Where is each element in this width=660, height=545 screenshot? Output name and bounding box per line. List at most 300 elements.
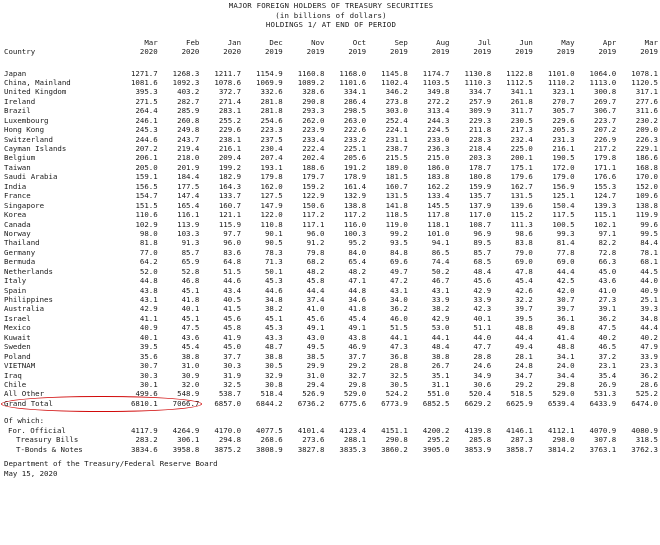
table-row (4, 333, 658, 342)
country-name: Israel (4, 313, 31, 323)
holding-value: 3814.2 (547, 444, 575, 454)
holding-value: 222.6 (343, 125, 367, 135)
holding-value: 1120.5 (631, 77, 658, 87)
holding-value: 29.4 (306, 379, 325, 389)
holding-value: 159.2 (302, 181, 325, 191)
of-which-item-row (4, 426, 658, 435)
holding-value: 334.7 (468, 87, 492, 97)
date-line: May 15, 2020 (4, 468, 58, 478)
holding-value: 44.0 (640, 276, 658, 286)
holding-value: 160.7 (385, 181, 408, 191)
holding-value: 1069.9 (256, 77, 283, 87)
source-line: Department of the Treasury/Federal Reserve Board (4, 459, 218, 468)
holding-value: 6773.9 (381, 398, 408, 408)
holding-value: 46.7 (431, 276, 450, 286)
holding-value: 268.6 (260, 435, 283, 445)
holding-value: 6629.2 (464, 398, 492, 408)
holding-value: 90.1 (264, 228, 283, 238)
table-row (4, 201, 658, 210)
holding-value: 184.4 (177, 172, 200, 182)
holding-value: 228.3 (468, 134, 492, 144)
holding-value: 1168.0 (339, 68, 367, 78)
holding-value: 39.5 (515, 313, 533, 323)
holding-value: 84.8 (390, 247, 408, 257)
holding-value: 223.3 (260, 125, 283, 135)
holding-value: 3808.9 (256, 444, 283, 454)
holding-value: 52.8 (181, 266, 200, 276)
holding-value: 49.5 (306, 342, 325, 352)
holding-value: 6775.6 (339, 398, 367, 408)
holding-value: 36.1 (556, 313, 575, 323)
table-row (4, 87, 658, 96)
holding-value: 39.5 (139, 342, 158, 352)
holding-value: 270.7 (552, 96, 575, 106)
holding-value: 7066.7 (172, 398, 200, 408)
country-name: China, Mainland (4, 77, 71, 87)
holding-value: 84.4 (640, 238, 658, 248)
holding-value: 43.0 (306, 332, 325, 342)
holding-value: 48.8 (556, 342, 575, 352)
holding-value: 36.2 (390, 304, 408, 314)
holding-value: 78.1 (640, 247, 658, 257)
holding-value: 538.7 (218, 389, 242, 399)
holding-value: 179.7 (302, 172, 325, 182)
holding-value: 24.8 (515, 361, 533, 371)
holding-value: 79.0 (515, 247, 533, 257)
holding-value: 43.6 (598, 276, 617, 286)
holding-value: 85.7 (473, 247, 492, 257)
holding-value: 332.6 (260, 87, 283, 97)
holding-value: 33.9 (640, 351, 658, 361)
holding-value: 28.8 (473, 351, 492, 361)
holding-value: 6736.2 (297, 398, 325, 408)
holding-value: 133.7 (218, 191, 242, 201)
holding-value: 209.0 (635, 125, 658, 135)
holding-value: 111.3 (510, 219, 533, 229)
holding-value: 311.6 (635, 106, 658, 116)
holding-value: 1103.5 (422, 77, 450, 87)
holding-value: 231.1 (385, 134, 408, 144)
holding-value: 79.8 (306, 247, 325, 257)
holding-value: 152.0 (635, 181, 658, 191)
holding-value: 138.8 (343, 200, 367, 210)
country-name: Iraq (4, 370, 22, 380)
holding-value: 131.5 (385, 191, 408, 201)
table-row (4, 106, 658, 115)
holding-value: 39.7 (515, 304, 533, 314)
holding-value: 40.1 (181, 304, 200, 314)
holding-value: 44.4 (306, 285, 325, 295)
holding-value: 229.1 (635, 144, 658, 154)
table-row (4, 220, 658, 229)
holding-value: 151.5 (135, 200, 158, 210)
holding-value: 29.8 (556, 379, 575, 389)
holding-value: 78.3 (264, 247, 283, 257)
holding-value: 37.4 (306, 295, 325, 305)
holding-value: 254.6 (260, 115, 283, 125)
country-name: Thailand (4, 238, 40, 248)
holding-value: 38.2 (264, 304, 283, 314)
column-year: 2019 (306, 47, 325, 57)
holding-value: 31.0 (181, 361, 200, 371)
holding-value: 285.8 (468, 435, 492, 445)
country-name: Chile (4, 379, 27, 389)
holding-value: 48.7 (264, 342, 283, 352)
column-year: 2019 (348, 47, 367, 57)
holding-value: 116.1 (177, 210, 200, 220)
holding-value: 3860.2 (381, 444, 408, 454)
holding-value: 147.9 (260, 200, 283, 210)
holding-value: 32.7 (348, 370, 367, 380)
column-month: May (561, 37, 575, 47)
holding-value: 36.8 (390, 351, 408, 361)
holding-value: 38.2 (431, 304, 450, 314)
holding-value: 199.2 (218, 162, 242, 172)
holding-value: 44.8 (139, 276, 158, 286)
holding-value: 74.4 (431, 257, 450, 267)
holding-value: 72.8 (598, 247, 617, 257)
table-row (4, 229, 658, 238)
report-title: MAJOR FOREIGN HOLDERS OF TREASURY SECURITIES (228, 1, 434, 10)
holding-value: 137.9 (468, 200, 492, 210)
country-name: Switzerland (4, 134, 53, 144)
country-name: France (4, 191, 31, 201)
holding-value: 271.5 (135, 96, 158, 106)
holding-value: 29.9 (306, 361, 325, 371)
holding-value: 6474.0 (631, 398, 658, 408)
country-name: United Kingdom (4, 87, 67, 97)
holding-value: 66.3 (598, 257, 617, 267)
holding-value: 41.8 (348, 304, 367, 314)
holding-value: 44.8 (348, 285, 367, 295)
holding-value: 139.3 (594, 200, 617, 210)
holding-value: 41.0 (306, 304, 325, 314)
holding-value: 4200.2 (422, 425, 450, 435)
holding-value: 236.3 (427, 144, 450, 154)
holding-value: 43.8 (139, 285, 158, 295)
holding-value: 300.8 (594, 87, 617, 97)
holding-value: 91.2 (306, 238, 325, 248)
holding-value: 43.4 (223, 285, 242, 295)
country-name: Ireland (4, 96, 36, 106)
holding-value: 50.1 (264, 266, 283, 276)
holding-value: 272.2 (427, 96, 450, 106)
holding-value: 131.5 (510, 191, 533, 201)
holding-value: 233.0 (427, 134, 450, 144)
holding-value: 46.0 (390, 313, 408, 323)
holding-value: 162.2 (427, 181, 450, 191)
holding-value: 6539.4 (547, 398, 575, 408)
country-name: Belgium (4, 153, 36, 163)
holding-value: 91.3 (181, 238, 200, 248)
holding-value: 188.6 (302, 162, 325, 172)
holding-value: 83.6 (223, 247, 242, 257)
holding-value: 283.1 (218, 106, 242, 116)
holding-value: 115.9 (218, 219, 242, 229)
holding-value: 318.5 (635, 435, 658, 445)
holding-value: 98.0 (139, 228, 158, 238)
holding-value: 86.5 (431, 247, 450, 257)
holding-value: 45.8 (306, 276, 325, 286)
holding-value: 395.3 (135, 87, 158, 97)
column-year: 2020 (181, 47, 200, 57)
holding-value: 84.0 (348, 247, 367, 257)
table-row (4, 238, 658, 247)
column-month: Aug (436, 37, 450, 47)
holding-value: 47.1 (348, 276, 367, 286)
holding-value: 69.6 (390, 257, 408, 267)
table-row (4, 153, 658, 162)
holding-value: 287.3 (510, 435, 533, 445)
holding-value: 64.2 (139, 257, 158, 267)
holding-value: 155.3 (594, 181, 617, 191)
table-row (4, 352, 658, 361)
country-name: Taiwan (4, 162, 31, 172)
holding-value: 215.0 (427, 153, 450, 163)
holding-value: 162.7 (510, 181, 533, 191)
holding-value: 218.4 (468, 144, 492, 154)
table-row (4, 78, 658, 87)
country-name: Norway (4, 228, 31, 238)
holding-value: 328.6 (302, 87, 325, 97)
holding-value: 42.5 (556, 276, 575, 286)
column-year: 2019 (598, 47, 617, 57)
country-name: Spain (4, 285, 27, 295)
report-subtitle: (in billions of dollars) (275, 10, 387, 20)
holding-value: 33.9 (431, 295, 450, 305)
holding-value: 89.5 (473, 238, 492, 248)
holding-value: 179.8 (260, 172, 283, 182)
holding-value: 294.8 (218, 435, 242, 445)
holding-value: 90.5 (264, 238, 283, 248)
country-name: Luxembourg (4, 115, 49, 125)
report-period: HOLDINGS 1/ AT END OF PERIOD (265, 20, 397, 29)
holding-value: 311.7 (510, 106, 533, 116)
column-month: Apr (602, 37, 617, 47)
holding-value: 99.5 (640, 228, 658, 238)
holding-value: 224.5 (427, 125, 450, 135)
holding-value: 309.9 (468, 106, 492, 116)
holding-value: 225.0 (510, 144, 533, 154)
holding-value: 6625.9 (506, 398, 533, 408)
holding-value: 403.2 (177, 87, 200, 97)
table-row (4, 116, 658, 125)
holding-value: 233.4 (302, 134, 325, 144)
column-year: 2019 (264, 47, 283, 57)
table-row (4, 144, 658, 153)
holding-value: 159.1 (135, 172, 158, 182)
holding-value: 346.2 (385, 87, 408, 97)
holding-value: 23.3 (640, 361, 658, 371)
holding-value: 43.1 (139, 295, 158, 305)
holding-value: 216.1 (218, 144, 242, 154)
holding-value: 101.0 (427, 228, 450, 238)
holding-value: 1101.6 (339, 77, 367, 87)
holding-value: 4146.1 (506, 425, 533, 435)
holding-value: 211.8 (468, 125, 492, 135)
column-year: 2019 (431, 47, 450, 57)
holding-value: 298.0 (552, 435, 575, 445)
holding-value: 154.7 (135, 191, 158, 201)
holding-value: 38.8 (264, 351, 283, 361)
holding-value: 45.0 (598, 266, 617, 276)
holding-value: 1271.7 (130, 68, 158, 78)
holding-value: 49.1 (306, 323, 325, 333)
column-year: 2020 (139, 47, 158, 57)
holding-value: 132.9 (343, 191, 367, 201)
column-month: Nov (311, 37, 325, 47)
holding-value: 139.6 (510, 200, 533, 210)
holding-value: 281.8 (260, 106, 283, 116)
holding-value: 45.6 (306, 313, 325, 323)
holding-value: 40.2 (640, 332, 658, 342)
holding-value: 29.2 (348, 361, 367, 371)
table-row (4, 163, 658, 172)
holding-value: 34.8 (264, 295, 283, 305)
holding-value: 44.5 (640, 266, 658, 276)
holding-value: 39.1 (598, 304, 617, 314)
holding-value: 44.4 (515, 332, 533, 342)
holding-value: 45.4 (181, 342, 200, 352)
holding-value: 260.8 (177, 115, 200, 125)
holding-value: 47.3 (390, 342, 408, 352)
table-row (4, 286, 658, 295)
holding-value: 3875.2 (214, 444, 242, 454)
holding-value: 286.4 (343, 96, 367, 106)
of-which-row (4, 416, 658, 425)
country-name: Netherlands (4, 266, 53, 276)
column-year: 2019 (473, 47, 492, 57)
holding-value: 189.0 (385, 162, 408, 172)
table-row (4, 267, 658, 276)
holding-value: 41.0 (598, 285, 617, 295)
holding-value: 34.1 (556, 351, 575, 361)
holding-value: 110.6 (135, 210, 158, 220)
country-name: Australia (4, 304, 45, 314)
holding-value: 226.9 (594, 134, 617, 144)
table-row (4, 125, 658, 134)
holding-value: 31.9 (223, 370, 242, 380)
holding-value: 230.2 (635, 115, 658, 125)
holding-value: 229.6 (552, 115, 575, 125)
holding-value: 42.0 (556, 285, 575, 295)
holding-value: 209.4 (218, 153, 242, 163)
holding-value: 262.0 (302, 115, 325, 125)
holding-value: 183.8 (427, 172, 450, 182)
holding-value: 42.9 (139, 304, 158, 314)
holding-value: 103.3 (177, 228, 200, 238)
holding-value: 45.1 (264, 313, 283, 323)
table-row (4, 380, 658, 389)
holding-value: 30.6 (473, 379, 492, 389)
holding-value: 499.6 (135, 389, 158, 399)
holding-value: 171.1 (594, 162, 617, 172)
holding-value: 6810.1 (130, 398, 158, 408)
holding-value: 45.1 (181, 313, 200, 323)
holding-value: 42.3 (473, 304, 492, 314)
holding-value: 44.6 (264, 285, 283, 295)
holding-value: 1064.0 (589, 68, 617, 78)
holding-value: 45.8 (223, 323, 242, 333)
holding-value: 298.5 (343, 106, 367, 116)
holding-value: 264.4 (135, 106, 158, 116)
table-row (4, 248, 658, 257)
holding-value: 156.9 (552, 181, 575, 191)
holding-value: 49.7 (390, 266, 408, 276)
holding-value: 42.9 (473, 285, 492, 295)
holding-value: 4101.4 (297, 425, 325, 435)
column-year: 2019 (556, 47, 575, 57)
holding-value: 24.6 (473, 361, 492, 371)
holding-value: 162.0 (260, 181, 283, 191)
column-month: Mar (144, 37, 158, 47)
country-name: Grand Total (4, 398, 53, 408)
column-year: 2019 (640, 47, 658, 57)
holding-value: 30.5 (390, 379, 408, 389)
column-year: 2019 (515, 47, 533, 57)
holding-value: 524.2 (385, 389, 408, 399)
holding-value: 172.0 (552, 162, 575, 172)
holding-value: 175.1 (510, 162, 533, 172)
table-row (4, 172, 658, 181)
holding-value: 93.5 (390, 238, 408, 248)
holding-value: 29.2 (515, 379, 533, 389)
holding-value: 193.1 (260, 162, 283, 172)
holding-value: 4112.1 (547, 425, 575, 435)
country-name: Hong Kong (4, 125, 45, 135)
holding-value: 45.3 (264, 323, 283, 333)
holding-value: 95.2 (348, 238, 367, 248)
holding-value: 45.3 (264, 276, 283, 286)
holding-value: 147.4 (177, 191, 200, 201)
holding-value: 150.4 (552, 200, 575, 210)
table-row (4, 191, 658, 200)
country-name: Bermuda (4, 257, 36, 267)
holding-value: 237.5 (260, 134, 283, 144)
holding-value: 133.4 (427, 191, 450, 201)
holding-value: 203.3 (468, 153, 492, 163)
holding-value: 44.1 (431, 332, 450, 342)
holding-value: 205.3 (552, 125, 575, 135)
holding-value: 218.0 (177, 153, 200, 163)
country-name: Cayman Islands (4, 144, 67, 154)
holding-value: 283.2 (135, 435, 158, 445)
holding-value: 307.8 (594, 435, 617, 445)
holding-value: 233.2 (343, 134, 367, 144)
holding-value: 37.7 (223, 351, 242, 361)
holding-value: 3827.8 (297, 444, 325, 454)
holding-value: 41.5 (223, 304, 242, 314)
holding-value: 40.2 (598, 332, 617, 342)
holding-value: 40.1 (139, 332, 158, 342)
holding-value: 46.9 (348, 342, 367, 352)
holding-value: 98.6 (515, 228, 533, 238)
holding-value: 71.3 (264, 257, 283, 267)
holding-value: 3835.3 (339, 444, 367, 454)
holding-value: 207.2 (594, 125, 617, 135)
country-name: Mexico (4, 323, 31, 333)
holding-value: 1078.1 (631, 68, 658, 78)
holding-value: 290.8 (385, 435, 408, 445)
holding-value: 42.6 (515, 285, 533, 295)
holding-value: 30.3 (223, 361, 242, 371)
holding-value: 179.8 (594, 153, 617, 163)
holding-value: 122.0 (260, 210, 283, 220)
holding-value: 44.6 (223, 276, 242, 286)
holding-value: 117.8 (427, 210, 450, 220)
holding-value: 44.1 (390, 332, 408, 342)
holding-value: 109.6 (635, 191, 658, 201)
